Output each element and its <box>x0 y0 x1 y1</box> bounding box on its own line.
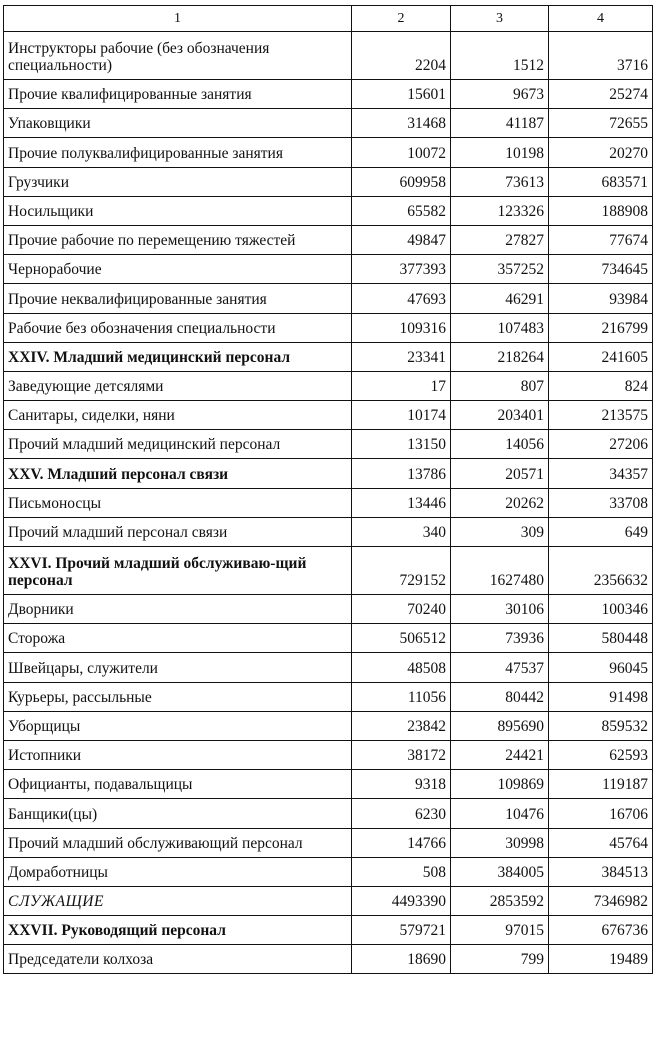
column-header-3: 3 <box>451 6 549 32</box>
row-label-cell: Прочие полуквалифицированные занятия <box>4 138 352 167</box>
column-header-2: 2 <box>352 6 451 32</box>
table-row <box>4 430 653 459</box>
value-cell-col2: 10174 <box>352 401 451 430</box>
value-cell-col4: 16706 <box>549 799 653 828</box>
table-row <box>4 80 653 109</box>
value-cell-col4: 27206 <box>549 430 653 459</box>
table-row <box>4 857 653 886</box>
value-cell-col2: 48508 <box>352 653 451 682</box>
value-cell-col4: 824 <box>549 371 653 400</box>
row-label-cell: Председатели колхоза <box>4 945 352 974</box>
value-cell-col4: 676736 <box>549 916 653 945</box>
value-cell-col2: 2204 <box>352 32 451 80</box>
row-label-cell: Прочий младший обслуживающий персонал <box>4 828 352 857</box>
value-cell-col4: 734645 <box>549 255 653 284</box>
value-cell-col2: 65582 <box>352 196 451 225</box>
value-cell-col2: 609958 <box>352 167 451 196</box>
value-cell-col4: 649 <box>549 517 653 546</box>
value-cell-col2: 579721 <box>352 916 451 945</box>
value-cell-col3: 357252 <box>451 255 549 284</box>
table-row <box>4 711 653 740</box>
value-cell-col2: 13150 <box>352 430 451 459</box>
table-row <box>4 342 653 371</box>
value-cell-col3: 80442 <box>451 682 549 711</box>
value-cell-col2: 13446 <box>352 488 451 517</box>
table-row <box>4 547 653 595</box>
value-cell-col4: 77674 <box>549 225 653 254</box>
value-cell-col2: 11056 <box>352 682 451 711</box>
value-cell-col2: 508 <box>352 857 451 886</box>
value-cell-col3: 30106 <box>451 595 549 624</box>
value-cell-col4: 34357 <box>549 459 653 488</box>
value-cell-col4: 384513 <box>549 857 653 886</box>
value-cell-col3: 895690 <box>451 711 549 740</box>
value-cell-col4: 62593 <box>549 740 653 769</box>
value-cell-col2: 10072 <box>352 138 451 167</box>
value-cell-col4: 25274 <box>549 80 653 109</box>
value-cell-col3: 41187 <box>451 109 549 138</box>
value-cell-col2: 23341 <box>352 342 451 371</box>
value-cell-col2: 47693 <box>352 284 451 313</box>
table-row <box>4 653 653 682</box>
value-cell-col4: 580448 <box>549 624 653 653</box>
table-row <box>4 828 653 857</box>
value-cell-col2: 9318 <box>352 770 451 799</box>
value-cell-col3: 2853592 <box>451 886 549 915</box>
table-row <box>4 167 653 196</box>
value-cell-col2: 15601 <box>352 80 451 109</box>
value-cell-col3: 1627480 <box>451 547 549 595</box>
value-cell-col3: 9673 <box>451 80 549 109</box>
value-cell-col2: 23842 <box>352 711 451 740</box>
value-cell-col4: 859532 <box>549 711 653 740</box>
row-label-cell: Прочий младший персонал связи <box>4 517 352 546</box>
value-cell-col3: 384005 <box>451 857 549 886</box>
row-label-cell: Чернорабочие <box>4 255 352 284</box>
value-cell-col4: 7346982 <box>549 886 653 915</box>
column-header-1: 1 <box>4 6 352 32</box>
table-row <box>4 945 653 974</box>
table-row <box>4 138 653 167</box>
row-label-cell: СЛУЖАЩИЕ <box>4 886 352 915</box>
value-cell-col3: 807 <box>451 371 549 400</box>
statistics-table <box>3 5 653 974</box>
row-label-cell: Курьеры, рассыльные <box>4 682 352 711</box>
row-label-cell: XXV. Младший персонал связи <box>4 459 352 488</box>
value-cell-col4: 91498 <box>549 682 653 711</box>
value-cell-col3: 73936 <box>451 624 549 653</box>
value-cell-col3: 109869 <box>451 770 549 799</box>
row-label-cell: Прочие квалифицированные занятия <box>4 80 352 109</box>
value-cell-col4: 2356632 <box>549 547 653 595</box>
value-cell-col4: 72655 <box>549 109 653 138</box>
value-cell-col4: 241605 <box>549 342 653 371</box>
value-cell-col2: 18690 <box>352 945 451 974</box>
value-cell-col2: 70240 <box>352 595 451 624</box>
value-cell-col3: 14056 <box>451 430 549 459</box>
row-label-cell: Упаковщики <box>4 109 352 138</box>
value-cell-col3: 203401 <box>451 401 549 430</box>
table-row <box>4 313 653 342</box>
row-label-cell: Прочие рабочие по перемещению тяжестей <box>4 225 352 254</box>
row-label-cell: XXIV. Младший медицинский персонал <box>4 342 352 371</box>
value-cell-col3: 20262 <box>451 488 549 517</box>
value-cell-col3: 1512 <box>451 32 549 80</box>
table-row <box>4 770 653 799</box>
value-cell-col3: 107483 <box>451 313 549 342</box>
table-row <box>4 284 653 313</box>
table-body <box>4 32 653 974</box>
value-cell-col4: 213575 <box>549 401 653 430</box>
table-row <box>4 624 653 653</box>
value-cell-col3: 10198 <box>451 138 549 167</box>
value-cell-col4: 188908 <box>549 196 653 225</box>
row-label-cell: Домработницы <box>4 857 352 886</box>
table-row <box>4 109 653 138</box>
value-cell-col3: 47537 <box>451 653 549 682</box>
value-cell-col4: 93984 <box>549 284 653 313</box>
table-row <box>4 255 653 284</box>
value-cell-col2: 340 <box>352 517 451 546</box>
row-label-cell: XXVII. Руководящий персонал <box>4 916 352 945</box>
value-cell-col2: 6230 <box>352 799 451 828</box>
row-label-cell: Письмоносцы <box>4 488 352 517</box>
table-row <box>4 682 653 711</box>
table-row <box>4 371 653 400</box>
value-cell-col2: 14766 <box>352 828 451 857</box>
row-label-cell: Истопники <box>4 740 352 769</box>
value-cell-col3: 24421 <box>451 740 549 769</box>
row-label-cell: Рабочие без обозначения специальности <box>4 313 352 342</box>
row-label-cell: Сторожа <box>4 624 352 653</box>
value-cell-col2: 31468 <box>352 109 451 138</box>
table-row <box>4 916 653 945</box>
table-row <box>4 32 653 80</box>
table-row <box>4 459 653 488</box>
value-cell-col4: 96045 <box>549 653 653 682</box>
value-cell-col3: 30998 <box>451 828 549 857</box>
table-row <box>4 886 653 915</box>
value-cell-col2: 506512 <box>352 624 451 653</box>
row-label-cell: Заведующие детсялями <box>4 371 352 400</box>
row-label-cell: Носильщики <box>4 196 352 225</box>
table-row <box>4 595 653 624</box>
value-cell-col2: 38172 <box>352 740 451 769</box>
table-row <box>4 799 653 828</box>
value-cell-col3: 123326 <box>451 196 549 225</box>
value-cell-col2: 109316 <box>352 313 451 342</box>
row-label-cell: Инструкторы рабочие (без обозначения специальности) <box>4 32 352 80</box>
value-cell-col4: 20270 <box>549 138 653 167</box>
row-label-cell: Официанты, подавальщицы <box>4 770 352 799</box>
value-cell-col4: 19489 <box>549 945 653 974</box>
table-row <box>4 740 653 769</box>
row-label-cell: Банщики(цы) <box>4 799 352 828</box>
value-cell-col4: 216799 <box>549 313 653 342</box>
value-cell-col3: 27827 <box>451 225 549 254</box>
value-cell-col2: 4493390 <box>352 886 451 915</box>
value-cell-col3: 46291 <box>451 284 549 313</box>
value-cell-col3: 218264 <box>451 342 549 371</box>
value-cell-col3: 309 <box>451 517 549 546</box>
value-cell-col4: 3716 <box>549 32 653 80</box>
row-label-cell: Грузчики <box>4 167 352 196</box>
value-cell-col4: 119187 <box>549 770 653 799</box>
row-label-cell: Уборщицы <box>4 711 352 740</box>
value-cell-col4: 100346 <box>549 595 653 624</box>
table-row <box>4 401 653 430</box>
row-label-cell: Швейцары, служители <box>4 653 352 682</box>
row-label-cell: Прочий младший медицинский персонал <box>4 430 352 459</box>
row-label-cell: XXVI. Прочий младший обслуживаю-щий персонал <box>4 547 352 595</box>
value-cell-col2: 729152 <box>352 547 451 595</box>
value-cell-col4: 45764 <box>549 828 653 857</box>
value-cell-col3: 10476 <box>451 799 549 828</box>
value-cell-col2: 49847 <box>352 225 451 254</box>
value-cell-col2: 13786 <box>352 459 451 488</box>
table-row <box>4 225 653 254</box>
value-cell-col3: 97015 <box>451 916 549 945</box>
table-row <box>4 488 653 517</box>
row-label-cell: Санитары, сиделки, няни <box>4 401 352 430</box>
value-cell-col2: 377393 <box>352 255 451 284</box>
table-row <box>4 517 653 546</box>
row-label-cell: Прочие неквалифицированные занятия <box>4 284 352 313</box>
table-header-row <box>4 6 653 32</box>
value-cell-col3: 20571 <box>451 459 549 488</box>
value-cell-col4: 33708 <box>549 488 653 517</box>
value-cell-col3: 799 <box>451 945 549 974</box>
value-cell-col2: 17 <box>352 371 451 400</box>
column-header-4: 4 <box>549 6 653 32</box>
value-cell-col4: 683571 <box>549 167 653 196</box>
value-cell-col3: 73613 <box>451 167 549 196</box>
row-label-cell: Дворники <box>4 595 352 624</box>
table-row <box>4 196 653 225</box>
